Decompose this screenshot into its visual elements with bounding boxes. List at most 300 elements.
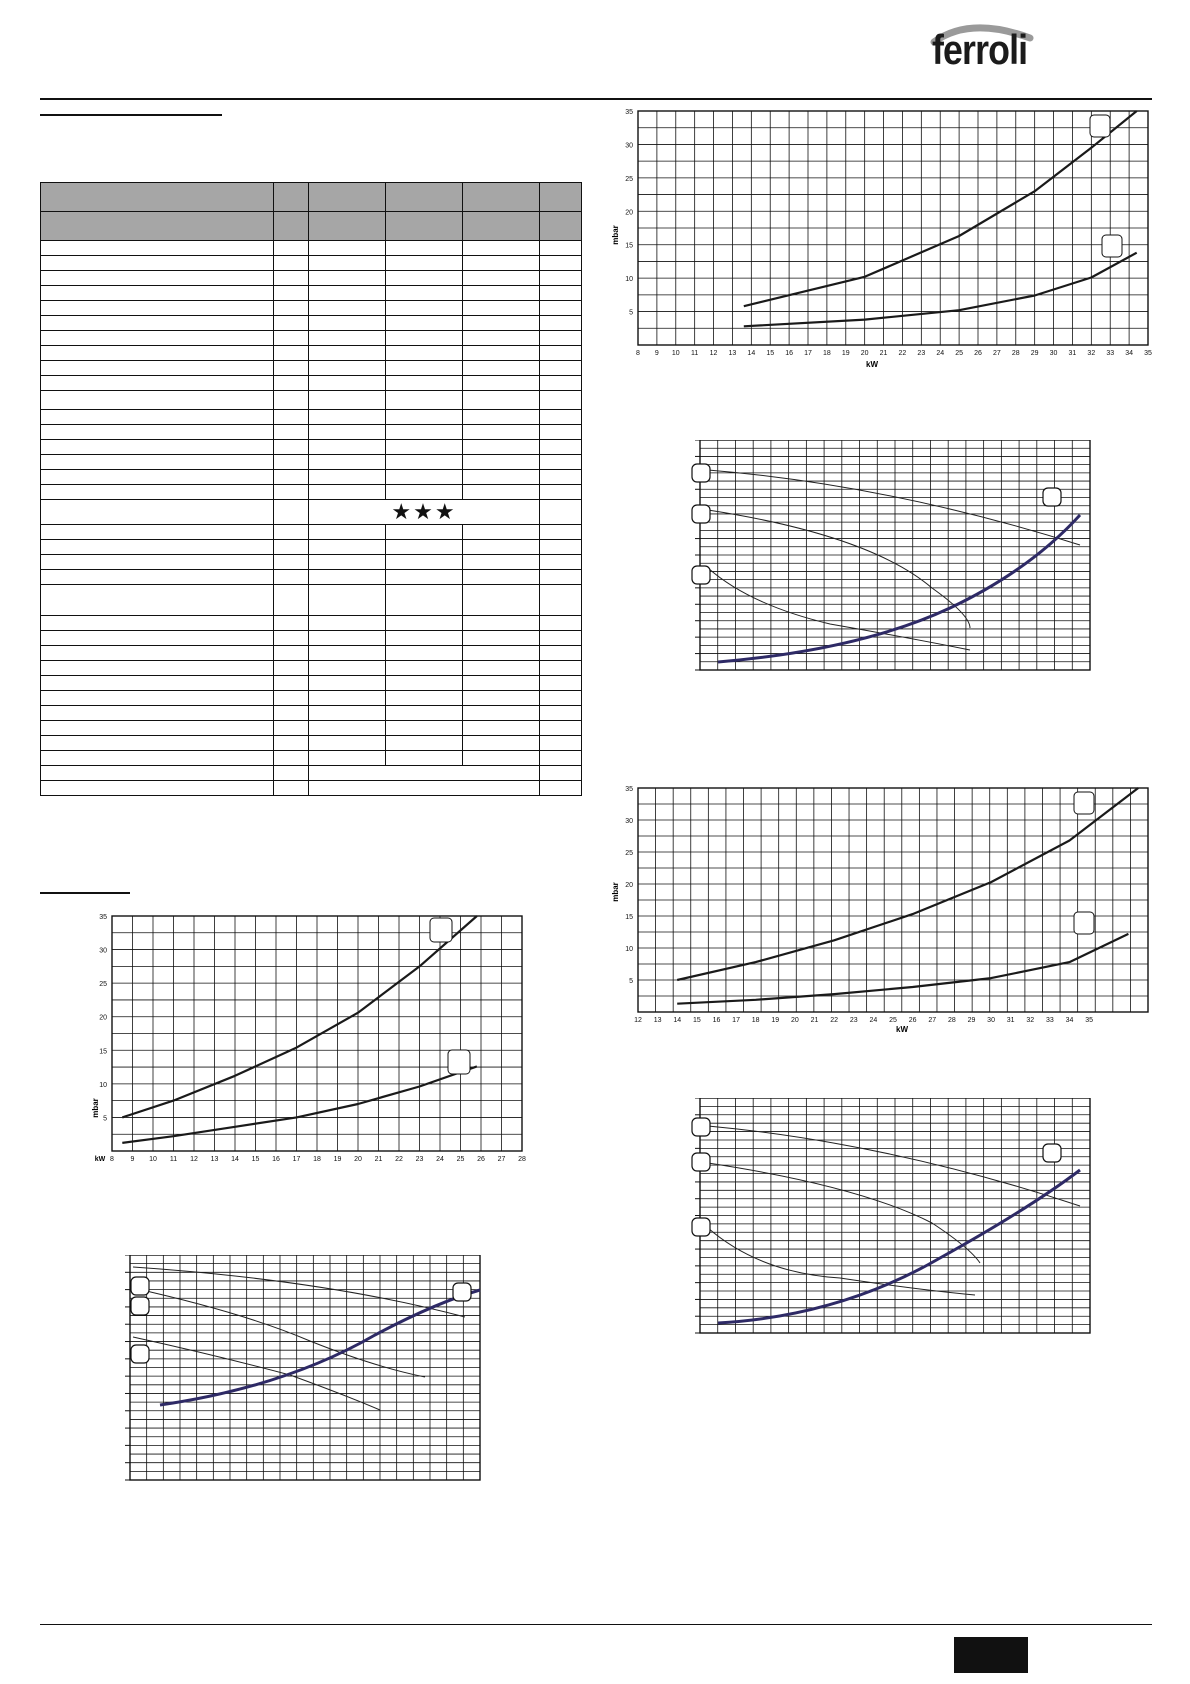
x-tick-label: 25 [456, 1156, 465, 1163]
y-axis-label: mbar [91, 1098, 100, 1118]
x-tick-label: 18 [751, 1017, 760, 1024]
table-cell [386, 485, 463, 500]
x-tick-label: 8 [110, 1156, 114, 1163]
table-cell [386, 410, 463, 425]
table-cell [463, 616, 540, 631]
table-row [41, 646, 582, 661]
table-cell [540, 485, 582, 500]
x-tick-label: 21 [374, 1156, 383, 1163]
x-tick-label: 28 [947, 1017, 956, 1024]
curve-label-box [692, 1218, 710, 1236]
table-cell [463, 525, 540, 540]
curve-label-box [131, 1277, 149, 1295]
table-cell [463, 455, 540, 470]
table-cell [309, 286, 386, 301]
system-curve [718, 1170, 1080, 1323]
table-cell [463, 646, 540, 661]
table-cell [540, 391, 582, 410]
table-cell [41, 410, 274, 425]
y-tick-label: 5 [629, 978, 633, 985]
y-tick-label: 35 [99, 914, 107, 921]
y-tick-label: 20 [625, 882, 633, 889]
table-cell [41, 766, 274, 781]
table-cell [309, 376, 386, 391]
table-row [41, 766, 582, 781]
table-cell [309, 256, 386, 271]
table-cell [386, 646, 463, 661]
table-cell [274, 440, 309, 455]
table-cell [463, 271, 540, 286]
table-cell [540, 271, 582, 286]
table-cell [41, 661, 274, 676]
table-cell [463, 751, 540, 766]
table-cell [463, 470, 540, 485]
table-cell [274, 570, 309, 585]
series-line-2 [122, 1066, 477, 1143]
curve-label-box [131, 1297, 149, 1315]
curve-label-box [1102, 235, 1122, 257]
x-tick-label: 29 [967, 1017, 976, 1024]
table-cell [540, 286, 582, 301]
table-cell [540, 212, 582, 241]
x-tick-label: 20 [791, 1017, 799, 1024]
table-cell [274, 455, 309, 470]
table-row [41, 500, 582, 525]
table-cell [309, 525, 386, 540]
table-cell [540, 410, 582, 425]
x-axis-label: kW [94, 1156, 106, 1163]
x-tick-label: 19 [771, 1017, 780, 1024]
section-title-underline [40, 114, 222, 116]
curve-label-box [448, 1050, 470, 1074]
table-cell [274, 766, 309, 781]
table-cell [463, 706, 540, 721]
table-cell [463, 555, 540, 570]
x-tick-label: 27 [928, 1017, 937, 1024]
table-cell [274, 391, 309, 410]
x-tick-label: 13 [728, 350, 737, 357]
table-cell [463, 425, 540, 440]
table-cell [463, 691, 540, 706]
table-cell [309, 616, 386, 631]
table-cell [386, 301, 463, 316]
x-tick-label: 10 [671, 350, 680, 357]
y-tick-label: 15 [625, 914, 633, 921]
table-cell [463, 376, 540, 391]
chart-pump-left [125, 1255, 515, 1485]
table-cell [309, 212, 386, 241]
table-row [41, 470, 582, 485]
table-cell [41, 331, 274, 346]
x-tick-label: 9 [130, 1156, 135, 1163]
x-tick-label: 28 [518, 1156, 526, 1163]
table-cell [540, 555, 582, 570]
table-row [41, 346, 582, 361]
x-tick-label: 30 [987, 1017, 995, 1024]
table-cell [41, 736, 274, 751]
table-cell [540, 585, 582, 616]
table-row [41, 183, 582, 212]
x-tick-label: 29 [1030, 350, 1039, 357]
table-cell [386, 676, 463, 691]
table-cell [540, 470, 582, 485]
y-axis-label: mbar [611, 225, 620, 245]
table-cell [463, 440, 540, 455]
curve-label-box [1043, 1144, 1061, 1162]
x-tick-label: 31 [1006, 1017, 1015, 1024]
table-cell [274, 751, 309, 766]
x-tick-label: 23 [917, 350, 926, 357]
x-tick-label: 22 [898, 350, 907, 357]
table-cell [463, 676, 540, 691]
table-cell [309, 721, 386, 736]
table-row [41, 736, 582, 751]
curve-label-box [692, 1153, 710, 1171]
table-cell [540, 256, 582, 271]
table-cell [540, 766, 582, 781]
table-cell [309, 570, 386, 585]
table-cell [41, 781, 274, 796]
x-tick-label: 15 [692, 1017, 701, 1024]
table-cell [274, 500, 309, 525]
table-cell [386, 331, 463, 346]
table-cell [386, 585, 463, 616]
table-cell [41, 570, 274, 585]
table-row [41, 455, 582, 470]
table-cell [274, 410, 309, 425]
table-cell [309, 706, 386, 721]
table-cell [540, 570, 582, 585]
table-cell [540, 661, 582, 676]
x-tick-label: 9 [654, 350, 659, 357]
curve-label-box [1043, 488, 1061, 506]
x-tick-label: 23 [415, 1156, 424, 1163]
table-cell [274, 331, 309, 346]
table-cell [41, 525, 274, 540]
x-tick-label: 27 [992, 350, 1001, 357]
table-cell [41, 346, 274, 361]
x-tick-label: 35 [1085, 1017, 1094, 1024]
table-cell [309, 425, 386, 440]
table-cell [463, 241, 540, 256]
table-cell [386, 616, 463, 631]
x-tick-label: 19 [333, 1156, 342, 1163]
series-line-2 [677, 934, 1128, 1004]
table-cell [41, 555, 274, 570]
table-cell [463, 485, 540, 500]
curve-label-box [692, 1118, 710, 1136]
table-cell [540, 331, 582, 346]
x-tick-label: 16 [272, 1156, 280, 1163]
table-cell [463, 286, 540, 301]
table-cell [540, 500, 582, 525]
table-cell [386, 376, 463, 391]
table-cell [540, 676, 582, 691]
table-row [41, 256, 582, 271]
x-tick-label: 18 [313, 1156, 321, 1163]
table-cell [540, 376, 582, 391]
y-tick-label: 20 [99, 1014, 107, 1022]
table-cell [540, 736, 582, 751]
x-tick-label: 21 [810, 1017, 819, 1024]
table-cell [274, 691, 309, 706]
table-cell [540, 616, 582, 631]
table-row [41, 440, 582, 455]
table-cell [309, 316, 386, 331]
curve-label-box [131, 1345, 149, 1363]
x-tick-label: 24 [436, 1156, 444, 1163]
table-cell [463, 410, 540, 425]
chart-pressure-left [80, 908, 540, 1178]
curve-label-box [1090, 115, 1110, 137]
table-cell [463, 585, 540, 616]
table-cell [386, 256, 463, 271]
table-cell [386, 631, 463, 646]
x-tick-label: 30 [1049, 350, 1058, 357]
table-cell [309, 540, 386, 555]
table-cell [309, 646, 386, 661]
table-row [41, 212, 582, 241]
table-cell [386, 286, 463, 301]
table-cell [41, 256, 274, 271]
table-cell [386, 391, 463, 410]
table-cell [386, 706, 463, 721]
table-cell [540, 361, 582, 376]
y-tick-label: 25 [625, 175, 633, 183]
table-cell [540, 781, 582, 796]
x-tick-label: 16 [712, 1017, 721, 1024]
table-cell [463, 256, 540, 271]
table-row [41, 691, 582, 706]
table-cell [274, 555, 309, 570]
table-cell [274, 585, 309, 616]
table-cell [540, 525, 582, 540]
table-cell [309, 410, 386, 425]
table-cell [274, 271, 309, 286]
y-tick-label: 25 [99, 981, 107, 989]
x-tick-label: 15 [251, 1156, 260, 1163]
x-tick-label: 23 [849, 1017, 858, 1024]
table-cell [41, 585, 274, 616]
table-cell [540, 691, 582, 706]
table-cell [309, 346, 386, 361]
pump-curve-2 [708, 1163, 980, 1263]
x-tick-label: 17 [804, 350, 812, 357]
table-cell [309, 691, 386, 706]
table-cell [386, 425, 463, 440]
table-cell [274, 676, 309, 691]
x-tick-label: 11 [169, 1156, 178, 1163]
table-cell [309, 585, 386, 616]
table-cell [309, 183, 386, 212]
pump-curve-1 [708, 1126, 1080, 1206]
table-cell [41, 721, 274, 736]
table-cell [274, 706, 309, 721]
table-cell [386, 570, 463, 585]
table-cell [41, 470, 274, 485]
table-row [41, 631, 582, 646]
table-row [41, 301, 582, 316]
table-cell [463, 721, 540, 736]
table-cell [386, 555, 463, 570]
table-cell [463, 183, 540, 212]
pump-curve-1 [133, 1267, 465, 1317]
table-cell [309, 331, 386, 346]
table-cell [386, 691, 463, 706]
table-cell [309, 391, 386, 410]
table-cell [540, 540, 582, 555]
table-row [41, 271, 582, 286]
y-tick-label: 10 [625, 276, 633, 284]
system-curve [718, 515, 1080, 662]
table-row [41, 410, 582, 425]
table-row [41, 616, 582, 631]
table-cell [386, 361, 463, 376]
x-tick-label: 20 [860, 350, 869, 357]
table-cell [309, 766, 540, 781]
table-cell [386, 540, 463, 555]
table-row [41, 425, 582, 440]
table-cell [386, 212, 463, 241]
x-tick-label: 15 [766, 350, 775, 357]
table-cell [540, 706, 582, 721]
header-rule [40, 98, 1152, 100]
table-cell [463, 570, 540, 585]
table-cell [41, 425, 274, 440]
table-cell [386, 525, 463, 540]
technical-data-table [40, 182, 582, 796]
table-cell [274, 376, 309, 391]
y-tick-label: 35 [625, 786, 633, 793]
table-cell [41, 241, 274, 256]
table-row [41, 570, 582, 585]
table-cell [41, 286, 274, 301]
table-cell [463, 391, 540, 410]
table-cell [540, 183, 582, 212]
y-tick-label: 5 [629, 309, 633, 317]
table-cell [41, 485, 274, 500]
table-cell [274, 631, 309, 646]
x-tick-label: 27 [497, 1156, 506, 1163]
table-row [41, 391, 582, 410]
table-cell [41, 616, 274, 631]
table-cell [41, 751, 274, 766]
table-cell [274, 470, 309, 485]
table-cell [309, 781, 540, 796]
x-tick-label: 25 [889, 1017, 897, 1024]
curve-label-box [1074, 912, 1094, 934]
table-cell [463, 736, 540, 751]
table-row [41, 661, 582, 676]
table-cell [309, 631, 386, 646]
x-tick-label: 24 [936, 350, 945, 357]
table-cell [309, 470, 386, 485]
table-cell [274, 286, 309, 301]
table-row [41, 316, 582, 331]
table-cell [309, 241, 386, 256]
table-cell [41, 500, 274, 525]
table-cell [41, 540, 274, 555]
table-cell [386, 316, 463, 331]
table-row [41, 781, 582, 796]
y-axis-label: mbar [611, 882, 620, 902]
table-cell [540, 425, 582, 440]
table-cell [41, 706, 274, 721]
pump-curve-3 [133, 1337, 380, 1410]
table-cell [41, 376, 274, 391]
table-row [41, 241, 582, 256]
x-tick-label: 14 [231, 1156, 239, 1163]
x-tick-label: 12 [634, 1017, 642, 1024]
table-row [41, 485, 582, 500]
table-cell [540, 346, 582, 361]
table-cell [540, 646, 582, 661]
table-cell [309, 440, 386, 455]
table-cell [274, 646, 309, 661]
table-row [41, 676, 582, 691]
x-tick-label: 18 [822, 350, 831, 357]
table-row [41, 555, 582, 570]
table-cell [309, 361, 386, 376]
table-cell [540, 631, 582, 646]
table-row [41, 585, 582, 616]
x-tick-label: 32 [1026, 1017, 1035, 1024]
table-row [41, 540, 582, 555]
table-cell [41, 391, 274, 410]
section-title-underline-2 [40, 892, 130, 894]
table-cell [386, 440, 463, 455]
table-cell [540, 301, 582, 316]
table-row [41, 361, 582, 376]
table-cell [274, 425, 309, 440]
table-cell [274, 616, 309, 631]
x-tick-label: 26 [477, 1156, 485, 1163]
table-cell [41, 631, 274, 646]
table-cell [540, 316, 582, 331]
table-cell [41, 316, 274, 331]
y-tick-label: 10 [99, 1081, 107, 1089]
energy-rating-stars: ★★★ [309, 500, 540, 525]
x-tick-label: 25 [955, 350, 964, 357]
x-tick-label: 20 [354, 1156, 362, 1163]
table-cell [309, 751, 386, 766]
table-cell [463, 316, 540, 331]
table-cell [386, 736, 463, 751]
table-row [41, 376, 582, 391]
chart-pump-top-right [670, 440, 1120, 680]
table-cell [463, 540, 540, 555]
table-cell [540, 241, 582, 256]
table-cell [309, 661, 386, 676]
x-tick-label: 10 [149, 1156, 157, 1163]
table-cell [309, 736, 386, 751]
chart-pressure-top-right [600, 105, 1160, 375]
table-cell [463, 631, 540, 646]
curve-label-box [1074, 792, 1094, 814]
table-cell [309, 301, 386, 316]
table-cell [274, 183, 309, 212]
curve-label-box [453, 1283, 471, 1301]
table-cell [274, 241, 309, 256]
x-tick-label: 14 [747, 350, 756, 357]
y-tick-label: 30 [625, 818, 633, 825]
table-cell [41, 301, 274, 316]
curve-label-box [692, 566, 710, 584]
x-tick-label: 33 [1046, 1017, 1054, 1024]
y-tick-label: 30 [99, 947, 107, 955]
table-cell [274, 256, 309, 271]
table-cell [309, 271, 386, 286]
